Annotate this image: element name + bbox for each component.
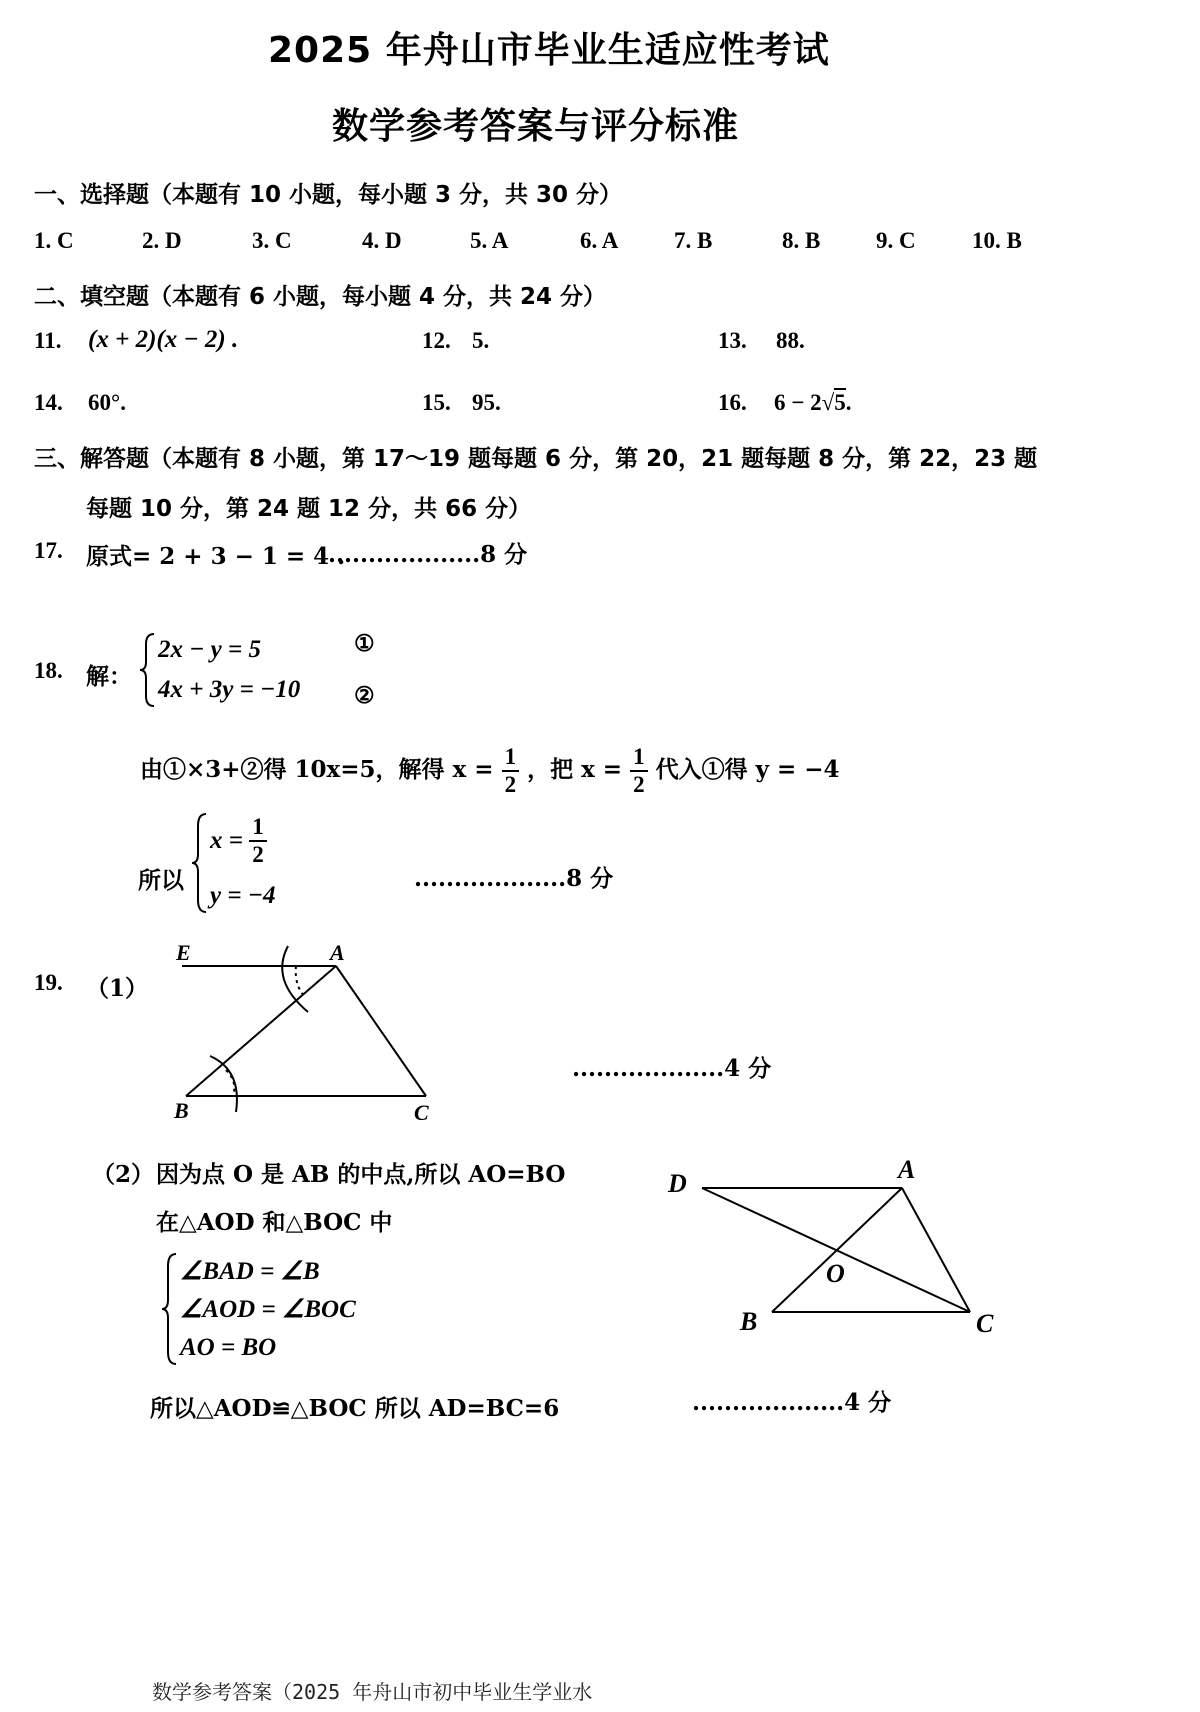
q18-equation-2: 4x + 3y = −10 xyxy=(158,676,301,703)
choice-answer: 6. A xyxy=(580,228,619,253)
q19-part2-label: （2） xyxy=(92,1161,155,1188)
circled-one-marker: ① xyxy=(354,630,375,657)
q14-number: 14. xyxy=(34,390,63,415)
choice-answer: 4. D xyxy=(362,228,402,253)
q18-step-part-a: 由①×3+②得 10x=5，解得 x = xyxy=(140,756,494,783)
q17-work: 原式= 2 + 3 − 1 = 4 . xyxy=(86,543,346,570)
q11-number: 11. xyxy=(34,328,62,353)
page-footer: 数学参考答案（2025 年舟山市初中毕业生学业水 xyxy=(152,1680,593,1704)
q18-score: ...................8 分 xyxy=(414,865,614,892)
solution-x-label: x = xyxy=(210,827,243,854)
label-O: O xyxy=(826,1259,845,1288)
fraction-denominator: 2 xyxy=(504,772,517,797)
fraction-denominator: 2 xyxy=(633,772,645,797)
construction-figure xyxy=(170,940,450,1130)
q19-condition-1: ∠BAD = ∠B xyxy=(180,1258,320,1285)
choice-answer: 3. C xyxy=(252,228,292,253)
label-E: E xyxy=(176,940,191,965)
fraction-one-half xyxy=(249,814,267,868)
q19-part2-score: ...................4 分 xyxy=(692,1389,892,1416)
fraction-numerator: 1 xyxy=(630,744,648,772)
choice-answer: 1. C xyxy=(34,228,74,253)
q17-number: 17. xyxy=(34,538,63,563)
section2-heading: 二、填空题（本题有 6 小题，每小题 4 分，共 24 分） xyxy=(34,284,607,310)
q15-number: 15. xyxy=(422,390,451,415)
q19-condition-2: ∠AOD = ∠BOC xyxy=(180,1296,356,1323)
arc-mark xyxy=(210,1056,237,1112)
congruence-figure xyxy=(660,1150,1010,1350)
q19-proof-line-1: 因为点 O 是 AB 的中点,所以 AO=BO xyxy=(156,1161,566,1188)
q18-step-part-c: 代入①得 y = −4 xyxy=(655,756,840,783)
q18-step-part-b: ，把 x = xyxy=(527,756,623,783)
q18-solution-y: y = −4 xyxy=(210,882,276,909)
q19-part1-label: （1） xyxy=(86,975,149,1002)
page-title: 2025 年舟山市毕业生适应性考试 xyxy=(268,30,830,71)
q18-number: 18. xyxy=(34,658,63,683)
section3-heading-cont: 每题 10 分，第 24 题 12 分，共 66 分） xyxy=(86,496,532,522)
q19-part1-score: ...................4 分 xyxy=(572,1055,772,1082)
q18-equation-1: 2x − y = 5 xyxy=(158,636,261,663)
q12-number: 12. xyxy=(422,328,451,353)
label-B: B xyxy=(740,1307,758,1336)
fraction-numerator: 1 xyxy=(502,744,520,772)
system-brace xyxy=(138,632,158,708)
q12-answer: 5. xyxy=(472,328,490,353)
q18-solution-x xyxy=(210,814,267,868)
q18-label: 解： xyxy=(86,663,132,690)
choice-answer: 5. A xyxy=(470,228,509,253)
section3-heading: 三、解答题（本题有 8 小题，第 17～19 题每题 6 分，第 20，21 题每题 8 分，第 22，23 题 xyxy=(34,446,1038,472)
q19-condition-3: AO = BO xyxy=(180,1334,277,1361)
segment-AB xyxy=(186,966,336,1096)
q15-answer: 95. xyxy=(472,390,501,415)
fraction-one-half xyxy=(630,744,648,798)
segment-AB xyxy=(772,1188,902,1312)
fraction-numerator: 1 xyxy=(249,814,267,842)
choice-answer: 10. B xyxy=(972,228,1022,253)
label-A: A xyxy=(898,1155,916,1184)
segment-AC xyxy=(336,966,426,1096)
label-C: C xyxy=(976,1309,994,1338)
q16-answer xyxy=(774,390,851,416)
choice-answer: 2. D xyxy=(142,228,182,253)
section1-heading: 一、选择题（本题有 10 小题，每小题 3 分，共 30 分） xyxy=(34,182,623,208)
q13-answer: 88. xyxy=(776,328,805,353)
q16-number: 16. xyxy=(718,390,747,415)
fraction-one-half xyxy=(502,744,520,798)
q19-number: 19. xyxy=(34,970,63,995)
q18-step xyxy=(140,738,840,802)
q16-radicand: 5 xyxy=(834,390,846,415)
solution-brace xyxy=(190,812,210,914)
q19-conclusion: 所以△AOD≌△BOC 所以 AD=BC=6 xyxy=(150,1395,560,1422)
choice-answer: 9. C xyxy=(876,228,916,253)
circled-two-marker: ② xyxy=(354,682,375,709)
choice-answer: 8. B xyxy=(782,228,821,253)
sqrt-icon: √ xyxy=(821,390,835,415)
fraction-denominator: 2 xyxy=(252,842,264,867)
label-B: B xyxy=(174,1098,189,1123)
choice-answer: 7. B xyxy=(674,228,713,253)
q16-period: . xyxy=(845,390,852,415)
segment-AC xyxy=(902,1188,970,1312)
q16-coefficient: 6 − 2 xyxy=(774,390,822,415)
q18-so-label: 所以 xyxy=(138,867,184,894)
q19-proof-line-2: 在△AOD 和△BOC 中 xyxy=(156,1209,393,1236)
q11-answer: (x + 2)(x − 2) . xyxy=(88,326,239,353)
label-D: D xyxy=(668,1169,687,1198)
q14-answer: 60°. xyxy=(88,390,126,415)
label-A: A xyxy=(330,940,345,965)
q17-score: ...................8 分 xyxy=(328,541,528,568)
page-subtitle: 数学参考答案与评分标准 xyxy=(332,106,740,147)
conditions-brace xyxy=(160,1252,180,1366)
q13-number: 13. xyxy=(718,328,747,353)
label-C: C xyxy=(414,1100,429,1125)
